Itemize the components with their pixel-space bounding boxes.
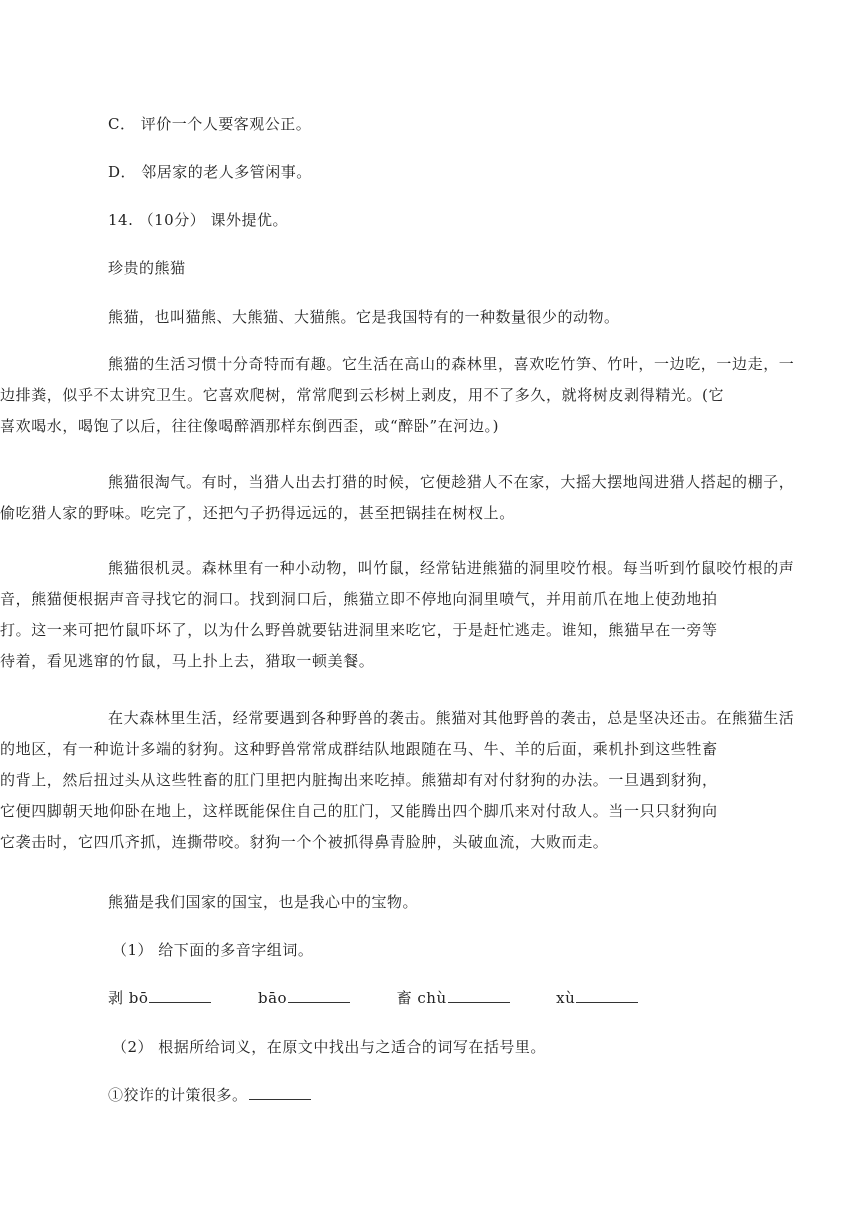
paragraph-2-line: 喜欢喝水，喝饱了以后，往往像喝醉酒那样东倒西歪，或“醉卧”在河边。) [0,417,500,435]
paragraph-4-line: 音，熊猫便根据声音寻找它的洞口。找到洞口后，熊猫立即不停地向洞里喷气，并用前爪在地上使劲地拍 [0,590,718,608]
paragraph-5-line: 的背上，然后扭过头从这些牲畜的肛门里把内脏掏出来吃掉。熊猫却有对付豺狗的办法。一旦遇到豺狗， [0,771,718,789]
pinyin-item-1: 剥 bō [108,989,149,1007]
pinyin-item-2: bāo [257,989,288,1007]
paragraph-4-line: 打。这一来可把竹鼠吓坏了，以为什么野兽就要钻进洞里来吃它，于是赶忙逃走。谁知，熊猫早在一旁等 [0,621,718,639]
paragraph-3 [0,467,795,529]
paragraph-2-line: 熊猫的生活习惯十分奇特而有趣。它生活在高山的森林里，喜欢吃竹笋、竹叶，一边吃，一边走，一 [108,355,795,373]
paragraph-6: 熊猫是我们国家的国宝，也是我心中的宝物。 [108,893,419,911]
paragraph-4 [0,553,795,677]
passage-title: 珍贵的熊猫 [108,259,186,277]
answer-blank[interactable] [576,988,638,1003]
answer-blank[interactable] [448,988,510,1003]
option-d: D． 邻居家的老人多管闲事。 [108,163,312,181]
sub-question-1: （1） 给下面的多音字组词。 [112,941,314,959]
pinyin-item-4: xù [556,989,576,1007]
sub-question-2: （2） 根据所给词义，在原文中找出与之适合的词写在括号里。 [112,1038,546,1056]
pinyin-item-3: 畜 chù [396,989,447,1007]
pinyin-row [108,988,638,1008]
paragraph-4-line: 待着，看见逃窜的竹鼠，马上扑上去，猎取一顿美餐。 [0,652,375,670]
item-a-text: ①狡诈的计策很多。 [108,1086,248,1104]
paragraph-3-line: 偷吃猎人家的野味。吃完了，还把勺子扔得远远的，甚至把锅挂在树杈上。 [0,504,515,522]
paragraph-2-line: 边排粪，似乎不太讲究卫生。它喜欢爬树，常常爬到云杉树上剥皮，用不了多久，就将树皮剥得精光。(它 [0,386,725,404]
paragraph-5-line: 它便四脚朝天地仰卧在地上，这样既能保住自己的肛门，又能腾出四个脚爪来对付敌人。当一只只豺狗向 [0,802,718,820]
option-c: C． 评价一个人要客观公正。 [108,115,312,133]
answer-blank[interactable] [288,988,350,1003]
answer-blank[interactable] [149,988,211,1003]
paragraph-5-line: 在大森林里生活，经常要遇到各种野兽的袭击。熊猫对其他野兽的袭击，总是坚决还击。在熊猫生活 [108,709,795,727]
paragraph-2 [0,349,795,442]
paragraph-5-line: 它袭击时，它四爪齐抓，连撕带咬。豺狗一个个被抓得鼻青脸肿，头破血流，大败而走。 [0,833,609,851]
item-a-row [108,1085,311,1105]
paragraph-1: 熊猫，也叫猫熊、大熊猫、大猫熊。它是我国特有的一种数量很少的动物。 [108,308,620,326]
question-14-heading: 14. （10分） 课外提优。 [108,211,288,229]
paragraph-5-line: 的地区，有一种诡计多端的豺狗。这种野兽常常成群结队地跟随在马、牛、羊的后面，乘机扑到这些牲畜 [0,740,718,758]
answer-blank[interactable] [249,1085,311,1100]
paragraph-5 [0,703,795,858]
paragraph-4-line: 熊猫很机灵。森林里有一种小动物，叫竹鼠，经常钻进熊猫的洞里咬竹根。每当听到竹鼠咬竹根的声 [108,559,795,577]
paragraph-3-line: 熊猫很淘气。有时，当猎人出去打猎的时候，它便趁猎人不在家，大摇大摆地闯进猎人搭起的棚子， [108,473,795,491]
